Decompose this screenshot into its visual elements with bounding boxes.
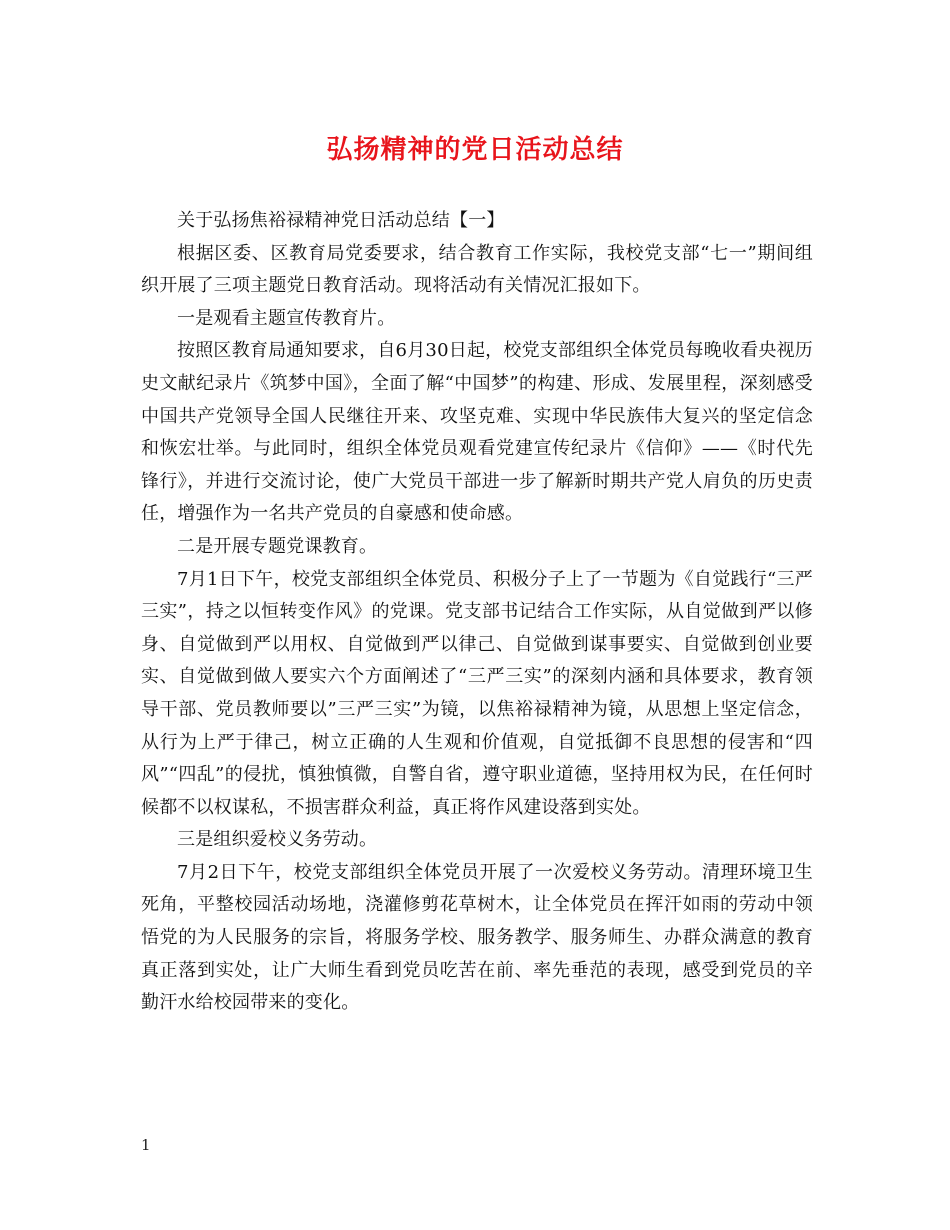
page-number: 1 (141, 1136, 151, 1154)
paragraph-subtitle: 关于弘扬焦裕禄精神党日活动总结【一】 (177, 210, 505, 231)
document-title: 弘扬精神的党日活动总结 (326, 135, 624, 165)
paragraph-body-three: 7月2日下午，校党支部组织全体党员开展了一次爱校义务劳动。清理环境卫生死角，平整校园活动场地，浇灌修剪花草树木，让全体党员在挥汗如雨的劳动中领悟党的为人民服务的宗旨，将服务学校、服务教学、服务师生、办群众满意的教育真正落到实处，让广大师生看到党员吃苦在前、率先垂范的表现，感受到党员的辛勤汗水给校园带来的变化。 (141, 861, 813, 1014)
paragraph-heading-three: 三是组织爱校义务劳动。 (177, 829, 378, 851)
paragraph-heading-two: 二是开展专题党课教育。 (177, 535, 378, 557)
paragraph-body-one: 按照区教育局通知要求，自6月30日起，校党支部组织全体党员每晚收看央视历史文献纪录片《筑梦中国》，全面了解“中国梦”的构建、形成、发展里程，深刻感受中国共产党领导全国人民继往开来、攻坚克难、实现中华民族伟大复兴的坚定信念和恢宏壮举。与此同时，组织全体党员观看党建宣传纪录片《信仰》——《时代先锋行》，并进行交流讨论，使广大党员干部进一步了解新时期共产党人肩负的历史责任，增强作为一名共产党员的自豪感和使命感。 (141, 340, 813, 525)
paragraph-intro: 根据区委、区教育局党委要求，结合教育工作实际，我校党支部“七一”期间组织开展了三项主题党日教育活动。现将活动有关情况汇报如下。 (141, 242, 813, 297)
document-body (141, 205, 813, 1020)
paragraph-heading-one: 一是观看主题宣传教育片。 (177, 307, 396, 329)
paragraph-body-two: 7月1日下午，校党支部组织全体党员、积极分子上了一节题为《自觉践行“三严三实”，持之以恒转变作风》的党课。党支部书记结合工作实际，从自觉做到严以修身、自觉做到严以用权、自觉做到严以律己、自觉做到谋事要实、自觉做到创业要实、自觉做到做人要实六个方面阐述了“三严三实”的深刻内涵和具体要求，教育领导干部、党员教师要以”三严三实”为镜，以焦裕禄精神为镜，从思想上坚定信念，从行为上严于律己，树立正确的人生观和价值观，自觉抵御不良思想的侵害和“四风”“四乱”的侵扰，慎独慎微，自警自省，遵守职业道德，坚持用权为民，在任何时候都不以权谋私，不损害群众利益，真正将作风建设落到实处。 (141, 568, 813, 818)
